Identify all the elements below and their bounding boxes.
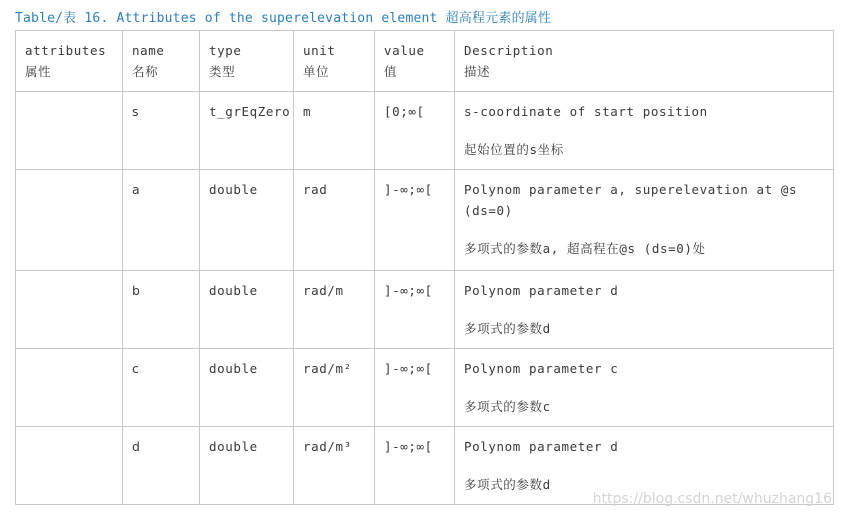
cell-description [455, 349, 834, 427]
cell-attributes [16, 170, 123, 271]
cell-description [455, 170, 834, 271]
header-unit: unit 单位 [294, 31, 375, 92]
cell-unit: rad/m [294, 271, 375, 349]
description-en: Polynom parameter a, superelevation at @s (ds=0) [464, 182, 798, 218]
description-zh: 多项式的参数d [464, 477, 551, 492]
cell-unit: rad [294, 170, 375, 271]
cell-attributes [16, 427, 123, 505]
header-attributes: attributes 属性 [16, 31, 123, 92]
cell-value: ]-∞;∞[ [375, 170, 455, 271]
cell-type: double [200, 271, 294, 349]
cell-type: double [200, 427, 294, 505]
table-row [16, 271, 834, 349]
cell-unit: rad/m³ [294, 427, 375, 505]
header-type: type 类型 [200, 31, 294, 92]
cell-name: a [123, 170, 200, 271]
cell-attributes [16, 349, 123, 427]
cell-type: double [200, 170, 294, 271]
table-row [16, 349, 834, 427]
cell-description [455, 271, 834, 349]
cell-name: s [123, 92, 200, 170]
cell-value: [0;∞[ [375, 92, 455, 170]
cell-attributes [16, 92, 123, 170]
watermark: https://blog.csdn.net/whuzhang16 [592, 491, 832, 507]
description-zh: 多项式的参数d [464, 321, 551, 336]
table-header-row [16, 31, 834, 92]
header-value: value 值 [375, 31, 455, 92]
cell-value: ]-∞;∞[ [375, 349, 455, 427]
description-zh: 多项式的参数c [464, 399, 551, 414]
table-caption: Table/表 16. Attributes of the superelevation element 超高程元素的属性 [15, 11, 552, 26]
table-row [16, 170, 834, 271]
cell-value: ]-∞;∞[ [375, 427, 455, 505]
cell-name: b [123, 271, 200, 349]
table-row [16, 92, 834, 170]
cell-value: ]-∞;∞[ [375, 271, 455, 349]
cell-unit: m [294, 92, 375, 170]
description-en: Polynom parameter d [464, 439, 619, 454]
description-zh: 起始位置的s坐标 [464, 142, 564, 157]
cell-name: c [123, 349, 200, 427]
cell-description [455, 92, 834, 170]
cell-type: double [200, 349, 294, 427]
cell-type: t_grEqZero [200, 92, 294, 170]
attributes-table [15, 30, 834, 505]
cell-name: d [123, 427, 200, 505]
cell-unit: rad/m² [294, 349, 375, 427]
description-en: s-coordinate of start position [464, 104, 708, 119]
description-zh: 多项式的参数a, 超高程在@s (ds=0)处 [464, 241, 706, 256]
description-en: Polynom parameter d [464, 283, 619, 298]
header-description: Description 描述 [455, 31, 834, 92]
description-en: Polynom parameter c [464, 361, 619, 376]
cell-attributes [16, 271, 123, 349]
header-name: name 名称 [123, 31, 200, 92]
